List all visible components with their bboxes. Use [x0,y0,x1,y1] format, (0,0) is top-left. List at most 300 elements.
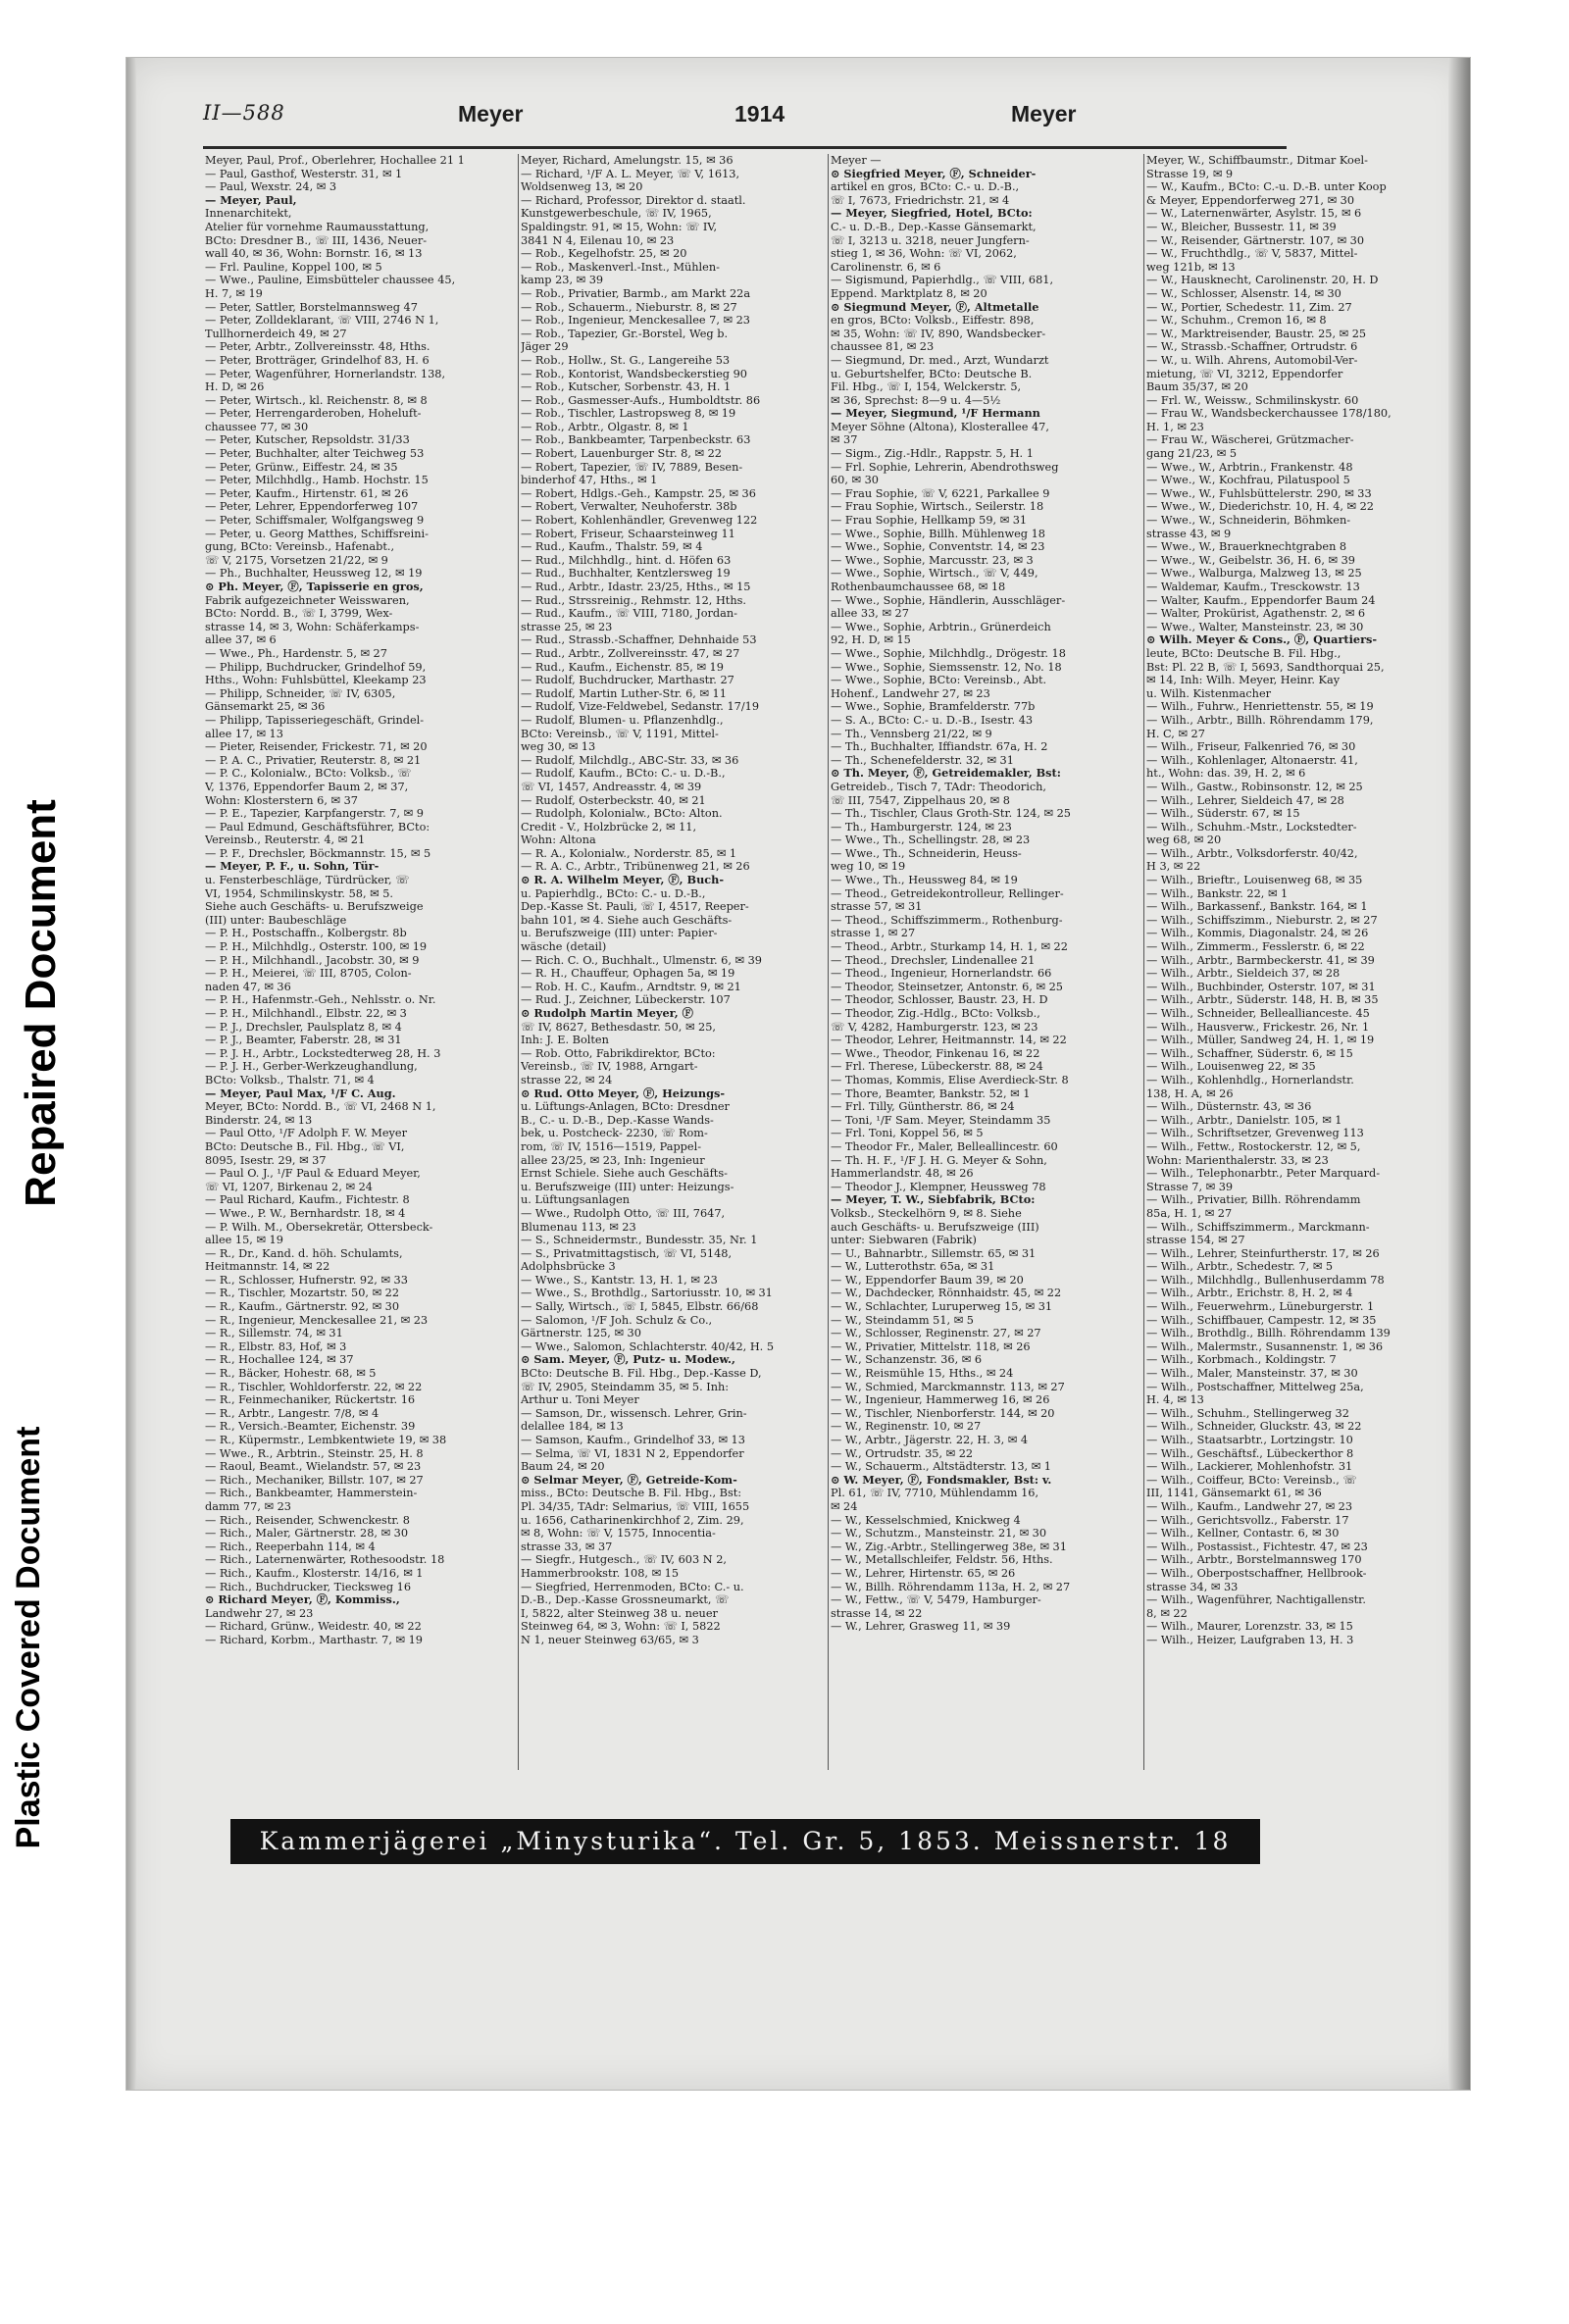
running-head-right: Meyer [1011,101,1077,126]
directory-entry: — W., Laternenwärter, Asylstr. 15, ✉ 6 [1146,207,1362,221]
directory-entry: ⊙ Siegfried Meyer, Ⓕ, Schneider- [831,167,1037,180]
directory-entry: — W., Lehrer, Grasweg 11, ✉ 39 [831,1620,1011,1634]
directory-entry: — W., Reismühle 15, Hths., ✉ 24 [831,1367,1014,1381]
directory-entry: — W., Hausknecht, Carolinenstr. 20, H. D [1146,274,1379,287]
directory-entry: — Rudolf, Vize-Feldwebel, Sedanstr. 17/19 [521,700,760,714]
directory-entry: u. Papierhdlg., BCto: C.- u. D.-B., [521,886,706,900]
directory-entry: — Wwe., Sophie, Marcusstr. 23, ✉ 3 [831,553,1034,567]
directory-entry: — Meyer, Paul, [205,193,297,207]
directory-entry: u. 1656, Catharinenkirchhof 2, Zim. 29, [521,1513,744,1527]
directory-entry: — P. H., Meierei, ☏ III, 8705, Colon- [205,967,412,981]
directory-entry: ☏ IV, 8627, Bethesdastr. 50, ✉ 25, [521,1020,716,1034]
directory-entry: — W., Metallschleifer, Feldstr. 56, Hths. [831,1553,1053,1567]
directory-entry: — Robert, Tapezier, ☏ IV, 7889, Besen- [521,460,743,474]
directory-entry: — Wilh., Hausverw., Frickestr. 26, Nr. 1 [1146,1020,1370,1034]
directory-entry: — Wilh., Privatier, Billh. Röhrendamm [1146,1193,1361,1207]
directory-entry: allee 33, ✉ 27 [831,607,909,621]
directory-entry: — Wilh., Geschäftsf., Lübeckerthor 8 [1146,1446,1354,1460]
directory-entry: — Frl. Tilly, Güntherstr. 86, ✉ 24 [831,1100,1015,1114]
directory-entry: — Theod., Getreidekontrolleur, Rellinger- [831,886,1064,900]
directory-entry: — Wilh., Arbtr., Danielstr. 105, ✉ 1 [1146,1113,1342,1127]
directory-entry: — W., Zig.-Arbtr., Stellingerweg 38e, ✉ 31 [831,1540,1067,1553]
directory-entry: — Rich., Mechaniker, Billstr. 107, ✉ 27 [205,1473,424,1487]
directory-entry: ✉ 35, Wohn: ☏ IV, 890, Wandsbecker- [831,327,1046,340]
directory-entry: — Wilh., Feuerwehrm., Lüneburgerstr. 1 [1146,1300,1375,1314]
directory-entry: C.- u. D.-B., Dep.-Kasse Gänsemarkt, [831,220,1037,233]
directory-entry: strasse 43, ✉ 9 [1146,527,1232,540]
directory-entry: — Peter, Kaufm., Hirtenstr. 61, ✉ 26 [205,486,409,500]
directory-entry: Fabrik aufgezeichneter Weisswaren, [205,593,410,607]
directory-entry: Binderstr. 24, ✉ 13 [205,1113,313,1127]
directory-entry: — Frl. Pauline, Koppel 100, ✉ 5 [205,260,382,274]
directory-entry: — Rudolf, Blumen- u. Pflanzenhdlg., [521,713,724,727]
directory-entry: — Toni, ¹/F Sam. Meyer, Steindamm 35 [831,1113,1051,1127]
directory-entry: strasse 57, ✉ 31 [831,900,923,914]
directory-entry: — Wilh., Friseur, Falkenried 76, ✉ 30 [1146,740,1356,754]
directory-entry: strasse 14, ✉ 22 [831,1606,923,1620]
directory-entry: Strasse 7, ✉ 39 [1146,1180,1234,1193]
directory-entry: — Siegmund, Dr. med., Arzt, Wundarzt [831,353,1049,367]
directory-entry: Landwehr 27, ✉ 23 [205,1606,314,1620]
directory-entry: — Wwe., Sophie, Händlerin, Ausschläger- [831,593,1066,607]
directory-entry: Getreideb., Tisch 7, TAdr: Theodorich, [831,780,1047,793]
directory-entry: mietung, ☏ VI, 3212, Eppendorfer [1146,367,1343,380]
directory-entry: — R., Hochallee 124, ✉ 37 [205,1353,354,1367]
directory-entry: — Rudolf, Kaufm., BCto: C.- u. D.-B., [521,767,726,781]
directory-entry: — Wilh., Fettw., Rostockerstr. 12, ✉ 5, [1146,1139,1361,1153]
directory-entry: — Paul Richard, Kaufm., Fichtestr. 8 [205,1193,410,1207]
directory-entry: I, 5822, alter Steinweg 38 u. neuer [521,1606,718,1620]
column-divider [828,154,829,1770]
directory-entry: Atelier für vornehme Raumausstattung, [205,220,430,233]
directory-entry: strasse 25, ✉ 23 [521,620,613,633]
directory-entry: Ernst Schiele. Siehe auch Geschäfts- [521,1167,728,1181]
directory-entry: — W., Kesselschmied, Knickweg 4 [831,1513,1021,1527]
directory-entry: Arthur u. Toni Meyer [521,1393,639,1407]
repaired-document-label: Repaired Document [17,799,65,1207]
directory-entry: — Paul O. J., ¹/F Paul & Eduard Meyer, [205,1167,421,1181]
directory-entry: Carolinenstr. 6, ✉ 6 [831,260,941,274]
directory-entry: — Meyer, P. F., u. Sohn, Tür- [205,860,380,874]
directory-entry: — S., Privatmittagstisch, ☏ VI, 5148, [521,1246,733,1260]
directory-entry: — P. H., Hafenmstr.-Geh., Nehlsstr. o. Nr. [205,993,436,1007]
directory-entry: — Th., Vennsberg 21/22, ✉ 9 [831,727,992,740]
directory-entry: — Pieter, Reisender, Frickestr. 71, ✉ 20 [205,740,428,754]
directory-entry: — W., Fruchthdlg., ☏ V, 5837, Mittel- [1146,247,1358,261]
directory-entry: BCto: Nordd. B., ☏ I, 3799, Wex- [205,607,393,621]
directory-entry: — Wilh., Arbtr., Borstelmannsweg 170 [1146,1553,1362,1567]
directory-entry: — Wilh., Schiffbauer, Campestr. 12, ✉ 35 [1146,1313,1377,1327]
directory-entry: Heitmannstr. 14, ✉ 22 [205,1260,330,1274]
directory-entry: — Peter, Wagenführer, Hornerlandstr. 138, [205,367,446,380]
directory-entry: — R., Bäcker, Hohestr. 68, ✉ 5 [205,1367,377,1381]
directory-entry: — W., Steindamm 51, ✉ 5 [831,1313,974,1327]
directory-entry: — P. H., Milchhandl., Jacobstr. 30, ✉ 9 [205,953,420,967]
directory-entry: Dep.-Kasse St. Pauli, ☏ I, 4517, Reeper- [521,900,749,914]
directory-entry: — Frl. Sophie, Lehrerin, Abendrothsweg [831,460,1059,474]
directory-entry: — Walter, Kaufm., Eppendorfer Baum 24 [1146,593,1376,607]
directory-entry: — Wwe., P. W., Bernhardstr. 18, ✉ 4 [205,1206,406,1220]
directory-entry: ✉ 37 [831,433,858,447]
directory-entry: III, 1141, Gänsemarkt 61, ✉ 36 [1146,1487,1322,1500]
directory-entry: ☏ III, 7547, Zippelhaus 20, ✉ 8 [831,793,1010,807]
directory-entry: Meyer Söhne (Altona), Klosterallee 47, [831,420,1049,433]
directory-entry: — R., Elbstr. 83, Hof, ✉ 3 [205,1339,347,1353]
directory-entry: BCto: Deutsche B. Fil. Hbg., Dep.-Kasse D, [521,1367,762,1381]
directory-entry: Volksb., Steckelhörn 9, ✉ 8. Siehe [831,1206,1022,1220]
directory-entry: — Rudolf, Osterbeckstr. 40, ✉ 21 [521,793,706,807]
directory-entry: — W., Schlachter, Luruperweg 15, ✉ 31 [831,1300,1053,1314]
directory-entry: — Rob., Arbtr., Olgastr. 8, ✉ 1 [521,420,689,433]
directory-entry: — Peter, Schiffsmaler, Wolfgangsweg 9 [205,514,425,528]
directory-entry: — W., Lehrer, Hirtenstr. 65, ✉ 26 [831,1566,1016,1580]
directory-entry: — Wilh., Malermstr., Susannenstr. 1, ✉ 36 [1146,1339,1384,1353]
directory-entry: — Sally, Wirtsch., ☏ I, 5845, Elbstr. 66/68 [521,1300,759,1314]
directory-entry: — Samson, Kaufm., Grindelhof 33, ✉ 13 [521,1434,745,1446]
directory-entry: — Wilh., Arbtr., Volksdorferstr. 40/42, [1146,846,1358,860]
directory-entry: — Rud., Arbtr., Idastr. 23/25, Hths., ✉ 15 [521,581,751,593]
directory-entry: — Wwe., Sophie, Billh. Mühlenweg 18 [831,527,1045,540]
directory-entry: Bst: Pl. 22 B, ☏ I, 5693, Sandthorquai 25, [1146,660,1385,674]
directory-entry: chaussee 81, ✉ 23 [831,340,935,354]
directory-entry: chaussee 77, ✉ 30 [205,420,309,433]
directory-entry: — Rud., Strassb.-Schaffner, Dehnhaide 53 [521,633,757,647]
directory-entry: — Wilh., Kellner, Contastr. 6, ✉ 30 [1146,1527,1340,1541]
directory-entry: — Wilh., Coiffeur, BCto: Vereinsb., ☏ [1146,1473,1357,1487]
directory-entry: — Waldemar, Kaufm., Tresckowstr. 13 [1146,581,1360,593]
directory-entry: Adolphsbrücke 3 [521,1260,616,1274]
directory-entry: — Wilh., Brieftr., Louisenweg 68, ✉ 35 [1146,874,1363,887]
directory-entry: Hammerlandstr. 48, ✉ 26 [831,1167,974,1181]
directory-entry: & Meyer, Eppendorferweg 271, ✉ 30 [1146,193,1355,207]
directory-entry: — Wilh., Schuhm., Stellingerweg 32 [1146,1406,1349,1420]
directory-entry: Meyer — [831,154,882,167]
directory-entry: strasse 154, ✉ 27 [1146,1234,1245,1247]
directory-entry: — Rob., Privatier, Barmb., am Markt 22a [521,286,751,300]
directory-entry: Kunstgewerbeschule, ☏ IV, 1965, [521,207,712,221]
directory-entry: Jäger 29 [521,340,569,354]
directory-entry: — Wilh., Telephonarbtr., Peter Marquard- [1146,1167,1381,1181]
directory-entry: — Wilh., Lehrer, Steinfurtherstr. 17, ✉ 26 [1146,1246,1380,1260]
directory-entry: allee 37, ✉ 6 [205,633,277,647]
directory-entry: — Wilh., Heizer, Laufgraben 13, H. 3 [1146,1633,1354,1646]
directory-entry: — Rudolf, Milchdlg., ABC-Str. 33, ✉ 36 [521,753,739,767]
directory-entry: Fil. Hbg., ☏ I, 154, Welckerstr. 5, [831,380,1022,394]
plastic-covered-document-label: Plastic Covered Document [10,1426,47,1849]
directory-entry: — Rud., Strssreinig., Rehmstr. 12, Hths. [521,593,747,607]
directory-entry: H. 4, ✉ 13 [1146,1393,1204,1407]
scan-left-edge [126,58,136,2090]
directory-entry: — Wwe., W., Geibelstr. 36, H. 6, ✉ 39 [1146,553,1355,567]
directory-entry: — Meyer, Siegmund, ¹/F Hermann [831,407,1040,421]
directory-entry: — Siegfr., Hutgesch., ☏ IV, 603 N 2, [521,1553,727,1567]
directory-entry: — Rich., Laternenwärter, Rothesoodstr. 18 [205,1553,445,1567]
directory-entry: Vereinsb., Reuterstr. 4, ✉ 21 [205,834,366,847]
directory-entry: — U., Bahnarbtr., Sillemstr. 65, ✉ 31 [831,1246,1037,1260]
directory-entry: — Wilh., Staatsarbtr., Lortzingstr. 10 [1146,1434,1353,1446]
directory-entry: — Wilh., Schneider, Gluckstr. 43, ✉ 22 [1146,1420,1362,1434]
directory-entry: — Wwe., S., Kantstr. 13, H. 1, ✉ 23 [521,1273,718,1287]
directory-entry: — Meyer, T. W., Siebfabrik, BCto: [831,1193,1036,1207]
directory-entry: wäsche (detail) [521,940,607,954]
directory-entry: — Wwe., Rudolph Otto, ☏ III, 7647, [521,1206,726,1220]
directory-entry: — W., Schutzm., Mansteinstr. 21, ✉ 30 [831,1527,1047,1541]
directory-entry: binderhof 47, Hths., ✉ 1 [521,474,658,487]
directory-entry: — Rud., Buchhalter, Kentzlersweg 19 [521,567,731,581]
directory-entry: — W., Schlosser, Reginenstr. 27, ✉ 27 [831,1327,1041,1340]
directory-entry: — Rob. H. C., Kaufm., Arndtstr. 9, ✉ 21 [521,980,741,993]
directory-entry: — R., Kaufm., Gärtnerstr. 92, ✉ 30 [205,1300,400,1314]
directory-entry: — Frau W., Wäscherei, Grützmacher- [1146,433,1354,447]
directory-entry: — Wilh., Kommis, Diagonalstr. 24, ✉ 26 [1146,927,1369,940]
directory-entry: — Wwe., Sophie, Arbtrin., Grünerdeich [831,620,1051,633]
directory-entry: 138, H. A, ✉ 26 [1146,1086,1234,1100]
directory-entry: BCto: Dresdner B., ☏ III, 1436, Neuer- [205,233,428,247]
directory-entry: Inh: J. E. Bolten [521,1034,609,1047]
page-year: 1914 [734,101,785,126]
directory-entry: — Wilh., Kaufm., Landwehr 27, ✉ 23 [1146,1499,1353,1513]
directory-entry: — Wwe., Sophie, Conventstr. 14, ✉ 23 [831,540,1045,554]
directory-entry: — W., Tischler, Nienborferstr. 144, ✉ 20 [831,1406,1055,1420]
directory-entry: — Richard, ¹/F A. L. Meyer, ☏ V, 1613, [521,167,740,180]
directory-entry: — Frau Sophie, Wirtsch., Seilerstr. 18 [831,500,1044,514]
directory-entry: — Wwe., Th., Schneiderin, Heuss- [831,846,1022,860]
directory-entry: — Wwe., Theodor, Finkenau 16, ✉ 22 [831,1046,1040,1060]
directory-entry: — Rob., Kegelhofstr. 25, ✉ 20 [521,247,687,261]
directory-entry: Meyer, BCto: Nordd. B., ☏ VI, 2468 N 1, [205,1100,436,1114]
directory-entry: — Rob., Gasmesser-Aufs., Humboldtstr. 86 [521,393,761,407]
directory-entry: — P. E., Tapezier, Karpfangerstr. 7, ✉ 9 [205,807,424,821]
directory-entry: — Wwe., Sophie, BCto: Vereinsb., Abt. [831,674,1047,687]
directory-entry: (III) unter: Baubeschläge [205,913,347,927]
directory-entry: Pl. 34/35, TAdr: Selmarius, ☏ VIII, 1655 [521,1499,750,1513]
directory-entry: — Sigm., Zig.-Hdlr., Rappstr. 5, H. 1 [831,447,1034,461]
directory-entry: — R., Schlosser, Hufnerstr. 92, ✉ 33 [205,1273,408,1287]
directory-entry: — Peter, Herrengarderoben, Hoheluft- [205,407,422,421]
directory-entry: Spaldingstr. 91, ✉ 15, Wohn: ☏ IV, [521,220,718,233]
directory-entry: — Wwe., W., Diederichstr. 10, H. 4, ✉ 22 [1146,500,1374,514]
directory-entry: — Wilh., Maurer, Lorenzstr. 33, ✉ 15 [1146,1620,1353,1634]
directory-entry: — Robert, Verwalter, Neuhoferstr. 38b [521,500,737,514]
directory-entry: Hohenf., Landwehr 27, ✉ 23 [831,686,990,700]
directory-entry: Hammerbrookstr. 108, ✉ 15 [521,1566,680,1580]
directory-entry: ⊙ Selmar Meyer, Ⓕ, Getreide-Kom- [521,1473,737,1487]
directory-entry: — R., Versich.-Beamter, Eichenstr. 39 [205,1420,416,1434]
directory-entry: ⊙ Wilh. Meyer & Cons., Ⓕ, Quartiers- [1146,633,1378,647]
directory-entry: — Selma, ☏ VI, 1831 N 2, Eppendorfer [521,1446,744,1460]
directory-entry: — W., Lutterothstr. 65a, ✉ 31 [831,1260,995,1274]
directory-entry: — Wilh., Süderstr. 67, ✉ 15 [1146,807,1300,821]
directory-entry: Baum 24, ✉ 20 [521,1460,605,1474]
directory-entry: VI, 1954, Schmilinskystr. 58, ✉ 5. [205,886,393,900]
page-header [195,101,1284,140]
directory-entry: — W., u. Wilh. Ahrens, Automobil-Ver- [1146,353,1358,367]
directory-entry: — Rudolf, Martin Luther-Str. 6, ✉ 11 [521,686,727,700]
directory-entry: — Wilh., Buchbinder, Osterstr. 107, ✉ 31 [1146,980,1376,993]
directory-entry: — P. H., Postschaffn., Kolbergstr. 8b [205,927,407,940]
directory-entry: — Wwe., W., Kochfrau, Pilatuspool 5 [1146,474,1350,487]
directory-entry: — Peter, Sattler, Borstelmannsweg 47 [205,300,418,314]
directory-entry: Innenarchitekt, [205,207,292,221]
directory-entry: — P. C., Kolonialw., BCto: Volksb., ☏ [205,767,412,781]
directory-entry: — W., Schmied, Marckmannstr. 113, ✉ 27 [831,1380,1065,1393]
directory-entry: — Peter, Arbtr., Zollvereinsstr. 48, Hths. [205,340,430,354]
directory-entry: — Wwe., W., Fuhlsbüttelerstr. 290, ✉ 33 [1146,486,1372,500]
directory-entry: weg 10, ✉ 19 [831,860,906,874]
directory-entry: — Wilh., Maler, Mansteinstr. 37, ✉ 30 [1146,1367,1358,1381]
directory-entry: D.-B., Dep.-Kasse Grossneumarkt, ☏ [521,1593,730,1607]
directory-entry: BCto: Vereinsb., ☏ V, 1191, Mittel- [521,727,719,740]
directory-entry: — Wilh., Louisenweg 22, ✉ 35 [1146,1060,1316,1074]
directory-entry: — Frl. Toni, Koppel 56, ✉ 5 [831,1127,984,1140]
directory-entry: — Sigismund, Papierhdlg., ☏ VIII, 681, [831,274,1054,287]
directory-entry: strasse 22, ✉ 24 [521,1073,613,1086]
directory-entry: — Theod., Drechsler, Lindenallee 21 [831,953,1036,967]
directory-entry: ✉ 8, Wohn: ☏ V, 1575, Innocentia- [521,1527,716,1541]
directory-entry: — P. H., Milchhdlg., Osterstr. 100, ✉ 19 [205,940,428,954]
directory-entry: — Wilh., Postassist., Fichtestr. 47, ✉ 23 [1146,1540,1368,1553]
directory-entry: BCto: Deutsche B., Fil. Hbg., ☏ VI, [205,1139,405,1153]
directory-entry: Vereinsb., ☏ IV, 1988, Arngart- [521,1060,698,1074]
directory-entry: — W., Strassb.-Schaffner, Ortrudstr. 6 [1146,340,1358,354]
directory-entry: u. Wilh. Kistenmacher [1146,686,1272,700]
directory-entry: — Rud., Kaufm., Thalstr. 59, ✉ 4 [521,540,703,554]
directory-entry: — Theod., Arbtr., Sturkamp 14, H. 1, ✉ 22 [831,940,1068,954]
directory-entry: — Wwe., Ph., Hardenstr. 5, ✉ 27 [205,646,387,660]
directory-entry: — W., Schanzenstr. 36, ✉ 6 [831,1353,983,1367]
directory-entry: — W., Kaufm., BCto: C.-u. D.-B. unter Koop [1146,180,1387,194]
directory-entry: u. Geburtshelfer, BCto: Deutsche B. [831,367,1033,380]
directory-entry: unter: Siebwaren (Fabrik) [831,1234,977,1247]
directory-entry: — Robert, Friseur, Schaarsteinweg 11 [521,527,735,540]
page-number: II—588 [203,101,285,125]
directory-entry: — Th., Schenefelderstr. 32, ✉ 31 [831,753,1014,767]
directory-entry: 3841 N 4, Eilenau 10, ✉ 23 [521,233,675,247]
directory-entry: — R., Sillemstr. 74, ✉ 31 [205,1327,343,1340]
directory-entry: — Th., Buchhalter, Iffiandstr. 67a, H. 2 [831,740,1048,754]
directory-entry: — Th., Hamburgerstr. 124, ✉ 23 [831,820,1012,834]
directory-entry: — Walter, Prokürist, Agathenstr. 2, ✉ 6 [1146,607,1366,621]
directory-entry: ⊙ Siegmund Meyer, Ⓕ, Altmetalle [831,300,1039,314]
directory-entry: — Wilh., Barkassenf., Bankstr. 164, ✉ 1 [1146,900,1368,914]
directory-entry: — W., Eppendorfer Baum 39, ✉ 20 [831,1273,1024,1287]
directory-entry: — Rob., Kutscher, Sorbenstr. 43, H. 1 [521,380,732,394]
directory-entry: allee 23/25, ✉ 23, Inh: Ingenieur [521,1153,705,1167]
directory-entry: — R., Tischler, Mozartstr. 50, ✉ 22 [205,1287,400,1300]
directory-entry: — Richard, Korbm., Marthastr. 7, ✉ 19 [205,1633,423,1646]
directory-entry: delallee 184, ✉ 13 [521,1420,624,1434]
directory-entry: — Peter, Milchhdlg., Hamb. Hochstr. 15 [205,474,429,487]
directory-entry: — Wilh., Oberpostschaffner, Hellbrook- [1146,1566,1367,1580]
directory-entry: — Wilh., Brothdlg., Billh. Röhrendamm 139 [1146,1327,1391,1340]
directory-entry: — Rich., Buchdrucker, Tiecksweg 16 [205,1580,412,1593]
directory-entry: — Frl. W., Weissw., Schmilinskystr. 60 [1146,393,1359,407]
directory-entry: — Rudolf, Buchdrucker, Marthastr. 27 [521,674,734,687]
directory-entry: — Thore, Beamter, Bankstr. 52, ✉ 1 [831,1086,1031,1100]
column-divider [1143,154,1144,1770]
directory-entry: 85a, H. 1, ✉ 27 [1146,1206,1233,1220]
directory-entry: — Wwe., Th., Schellingstr. 28, ✉ 23 [831,834,1031,847]
directory-entry: Woldsenweg 13, ✉ 20 [521,180,643,194]
directory-entry: ⊙ Rudolph Martin Meyer, Ⓕ [521,1007,693,1020]
directory-entry: Eppend. Marktplatz 8, ✉ 20 [831,286,987,300]
directory-entry: — Wwe., W., Brauerknechtgraben 8 [1146,540,1347,554]
directory-entry: — Richard, Professor, Direktor d. staatl. [521,193,746,207]
directory-entry: Meyer, Paul, Prof., Oberlehrer, Hochallee 21 1 [205,154,465,167]
directory-entry: — Rud. J., Zeichner, Lübeckerstr. 107 [521,993,731,1007]
directory-entry: wall 40, ✉ 36, Wohn: Bornstr. 16, ✉ 13 [205,247,423,261]
directory-entry: — Peter, Grünw., Eiffestr. 24, ✉ 35 [205,460,398,474]
directory-entry: ⊙ Richard Meyer, Ⓕ, Kommiss., [205,1593,400,1607]
directory-entry: — W., Bleicher, Bussestr. 11, ✉ 39 [1146,220,1337,233]
directory-entry: H 3, ✉ 22 [1146,860,1201,874]
directory-entry: — Wwe., Salomon, Schlachterstr. 40/42, H. 5 [521,1339,775,1353]
directory-entry: Tullhornerdeich 49, ✉ 27 [205,327,347,340]
directory-entry: — Rob., Hollw., St. G., Langereihe 53 [521,353,731,367]
directory-entry: — Wilh., Zimmerm., Fesslerstr. 6, ✉ 22 [1146,940,1365,954]
directory-entry: damm 77, ✉ 23 [205,1499,291,1513]
directory-entry: — Theodor Fr., Maler, Belleallincestr. 60 [831,1139,1058,1153]
directory-entry: Credit - V., Holzbrücke 2, ✉ 11, [521,820,697,834]
directory-entry: — R., Ingenieur, Menckesallee 21, ✉ 23 [205,1313,429,1327]
directory-entry: Pl. 61, ☏ IV, 7710, Mühlendamm 16, [831,1487,1039,1500]
directory-entry: ☏ IV, 2905, Steindamm 35, ✉ 5. Inh: [521,1380,730,1393]
directory-entry: — P. Wilh. M., Obersekretär, Ottersbeck- [205,1220,433,1234]
header-rule [203,146,1287,149]
directory-entry: weg 68, ✉ 20 [1146,834,1222,847]
directory-entry: Meyer, Richard, Amelungstr. 15, ✉ 36 [521,154,734,167]
directory-entry: — Peter, Brotträger, Grindelhof 83, H. 6 [205,353,430,367]
directory-entry: Gärtnerstr. 125, ✉ 30 [521,1327,641,1340]
directory-entry: — Wilh., Bankstr. 22, ✉ 1 [1146,886,1289,900]
directory-entry: ✉ 36, Sprechst: 8—9 u. 4—5½ [831,393,1001,407]
directory-entry: ⊙ R. A. Wilhelm Meyer, Ⓕ, Buch- [521,874,725,887]
directory-entry: en gros, BCto: Volksb., Eiffestr. 898, [831,314,1035,328]
directory-entry: — R. A. C., Arbtr., Tribünenweg 21, ✉ 26 [521,860,750,874]
directory-entry: — Rich., Kaufm., Klosterstr. 14/16, ✉ 1 [205,1566,424,1580]
directory-entry: — Ph., Buchhalter, Heussweg 12, ✉ 19 [205,567,423,581]
scanned-page [126,57,1471,2091]
directory-entry: — Wilh., Schuhm.-Mstr., Lockstedter- [1146,820,1357,834]
directory-entry: ✉ 14, Inh: Wilh. Meyer, Heinr. Kay [1146,674,1341,687]
directory-entry: ⊙ Rud. Otto Meyer, Ⓕ, Heizungs- [521,1086,726,1100]
directory-entry: — Theodor, Schlosser, Baustr. 23, H. D [831,993,1048,1007]
directory-entry: u. Lüftungs-Anlagen, BCto: Dresdner [521,1100,730,1114]
directory-entry: — Peter, u. Georg Matthes, Schiffsreini- [205,527,429,540]
directory-entry: — Thomas, Kommis, Elise Averdieck-Str. 8 [831,1073,1069,1086]
directory-entry: strasse 34, ✉ 33 [1146,1580,1239,1593]
directory-entry: Meyer, W., Schiffbaumstr., Ditmar Koel- [1146,154,1368,167]
directory-entry: u. Lüftungsanlagen [521,1193,631,1207]
directory-entry: BCto: Volksb., Thalstr. 71, ✉ 4 [205,1073,375,1086]
directory-entry: Rothenbaumchaussee 68, ✉ 18 [831,581,1006,593]
directory-entry: — Wilh., Korbmach., Koldingstr. 7 [1146,1353,1337,1367]
directory-entry: — Frau Sophie, ☏ V, 6221, Parkallee 9 [831,486,1050,500]
directory-entry: — Rich., Reeperbahn 114, ✉ 4 [205,1540,376,1553]
directory-entry: gung, BCto: Vereinsb., Hafenabt., [205,540,395,554]
directory-entry: — W., Reisender, Gärtnerstr. 107, ✉ 30 [1146,233,1365,247]
directory-entry: — Wwe., W., Schneiderin, Böhmken- [1146,514,1351,528]
directory-entry: 8095, Isestr. 29, ✉ 37 [205,1153,327,1167]
directory-entry: — Theod., Schiffszimmerm., Rothenburg- [831,913,1063,927]
directory-entry: — Wilh., Arbtr., Erichstr. 8, H. 2, ✉ 4 [1146,1287,1353,1300]
directory-entry: — Rob., Maskenverl.-Inst., Mühlen- [521,260,720,274]
directory-entry: — Rob., Bankbeamter, Tarpenbeckstr. 63 [521,433,751,447]
directory-entry: — Richard, Grünw., Weidestr. 40, ✉ 22 [205,1620,422,1634]
directory-entry: — Wilh., Schiffszimmerm., Marckmann- [1146,1220,1370,1234]
directory-entry: — Robert, Hdlgs.-Geh., Kampstr. 25, ✉ 36 [521,486,756,500]
directory-entry: Baum 35/37, ✉ 20 [1146,380,1248,394]
